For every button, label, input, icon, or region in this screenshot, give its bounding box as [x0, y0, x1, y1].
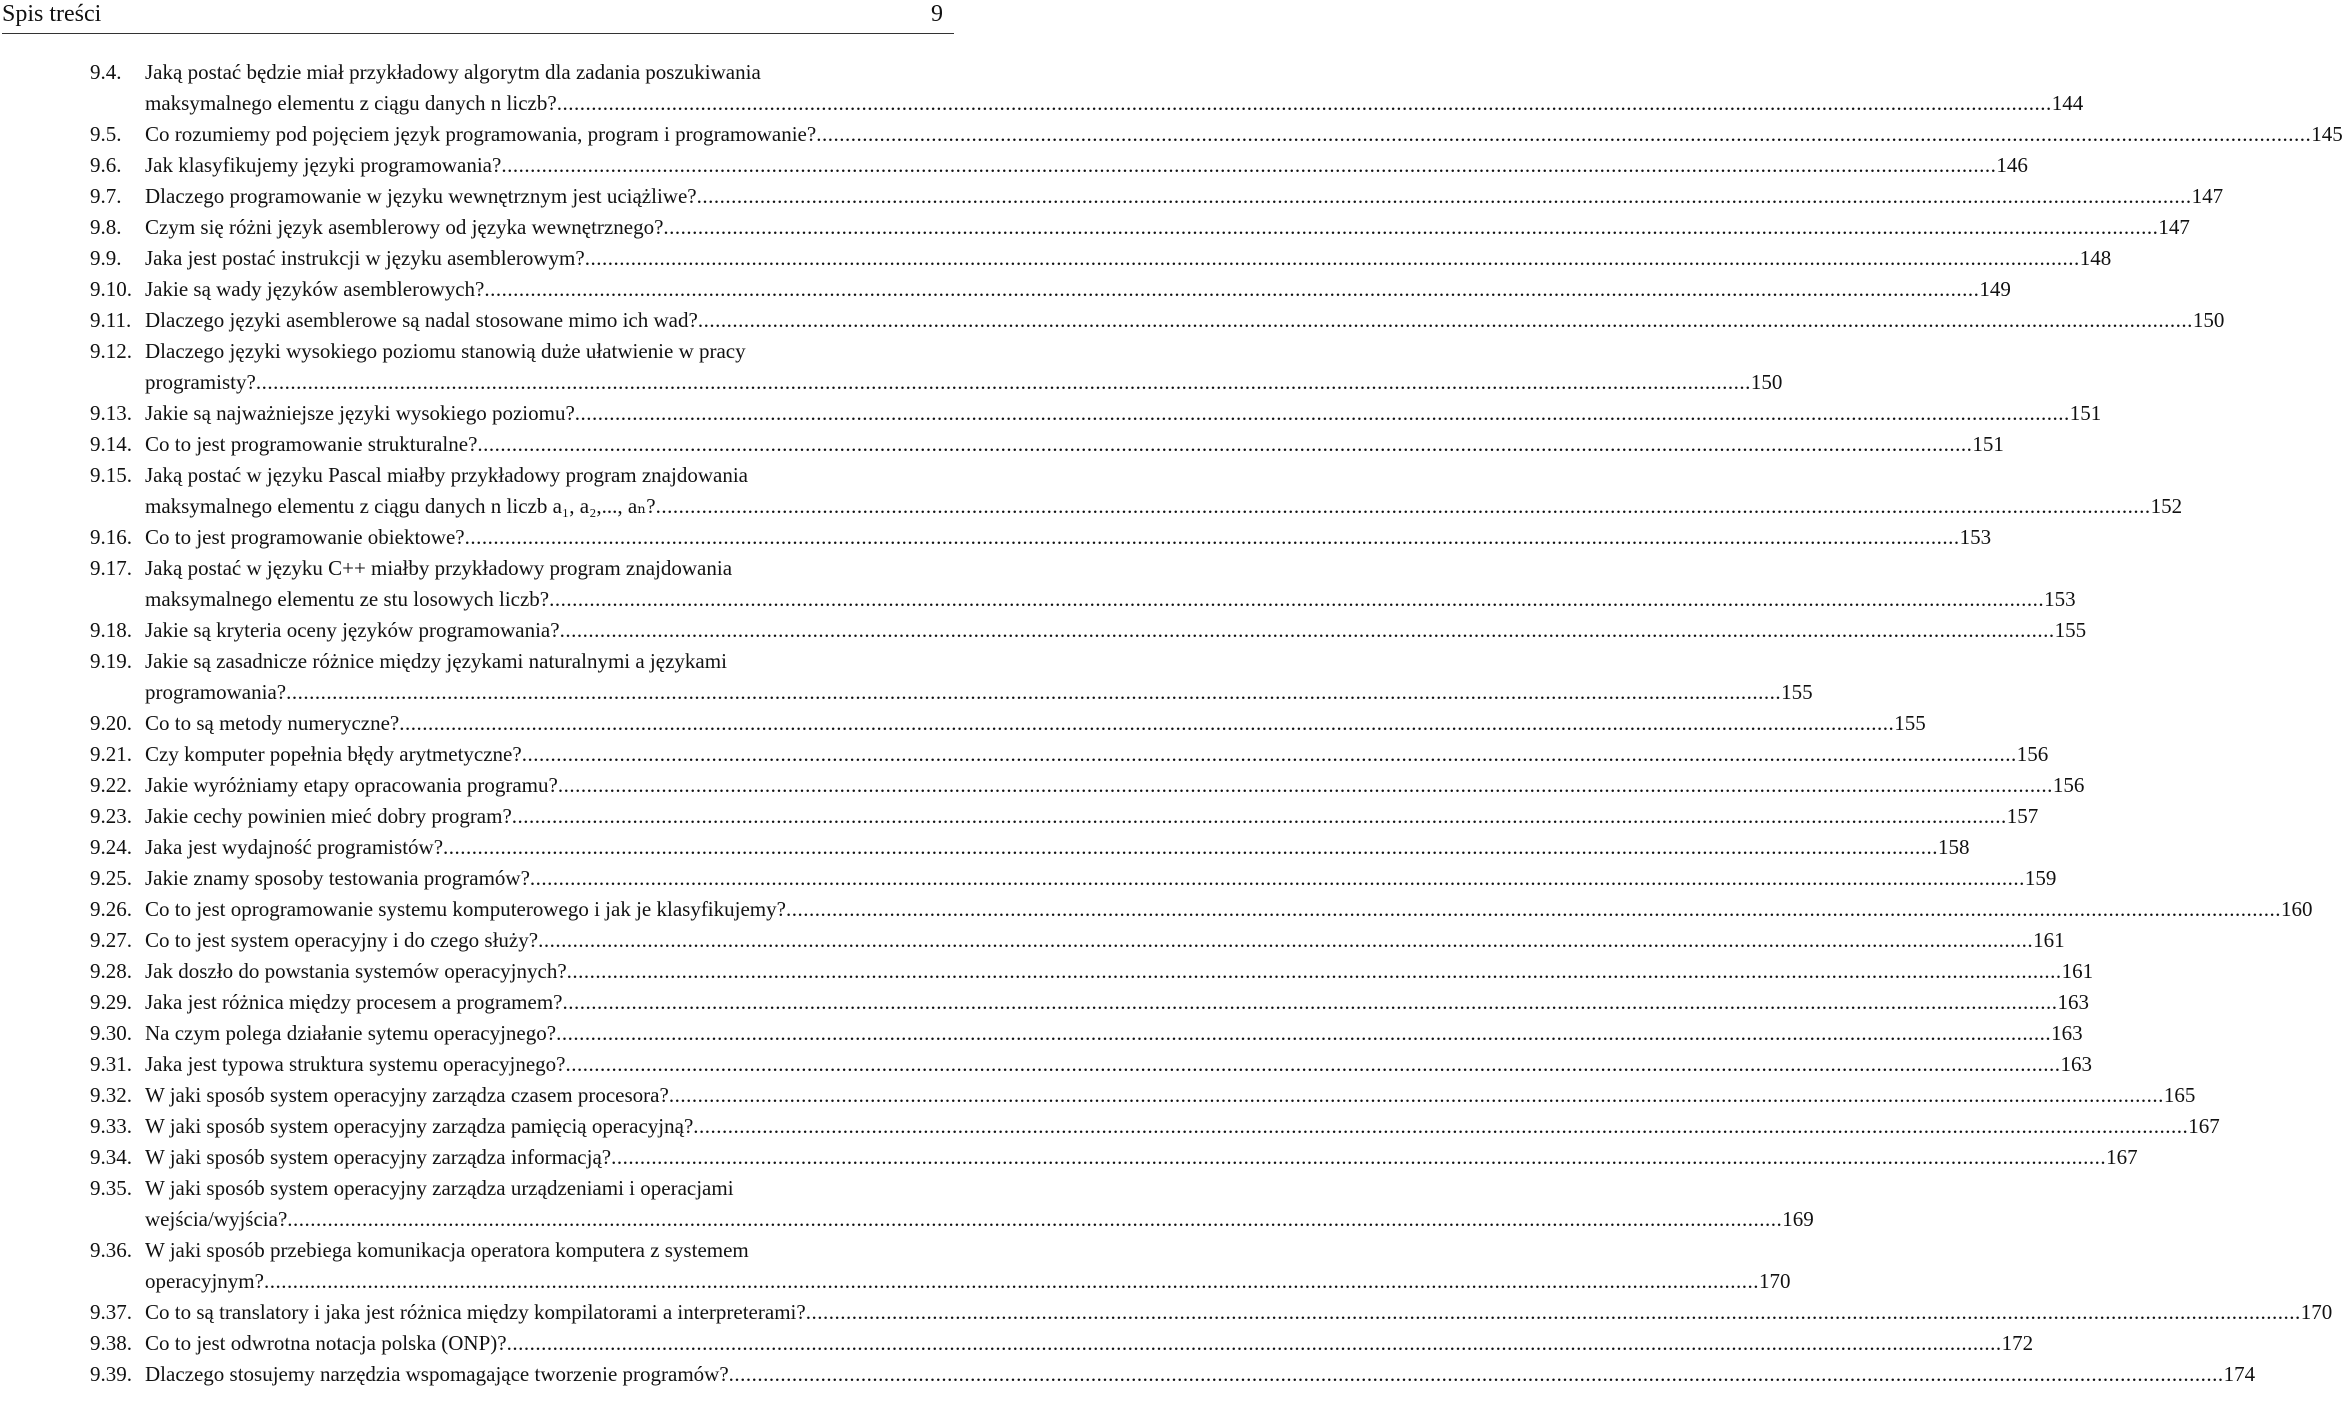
toc-entry-page[interactable]: 153: [1959, 525, 1992, 549]
toc-entry[interactable]: [90, 1173, 1814, 1235]
toc-entry-page[interactable]: 151: [2069, 401, 2102, 425]
toc-entry-title: maksymalnego elementu z ciągu danych n liczb?: [145, 91, 557, 115]
toc-entry-page[interactable]: 170: [1758, 1269, 1791, 1293]
toc-entry-number: 9.7.: [90, 184, 122, 208]
dot-leader: [565, 1049, 2060, 1080]
toc-entry-body: [145, 460, 2183, 522]
toc-entry-number: 9.39.: [90, 1362, 132, 1386]
toc-entry-number: 9.18.: [90, 618, 132, 642]
toc-entry-title: Jaka jest typowa struktura systemu operacyjnego?: [145, 1052, 566, 1076]
toc-entry[interactable]: [90, 336, 1783, 398]
toc-entry[interactable]: [90, 119, 2343, 150]
toc-entry[interactable]: [90, 739, 2049, 770]
dot-leader: [693, 1111, 2188, 1142]
toc-entry-line: [145, 925, 2065, 956]
toc-entry-title: Jaką postać w języku Pascal miałby przykładowy program znajdowania: [145, 463, 748, 487]
dot-leader: [287, 1204, 1782, 1235]
toc-entry-number: 9.28.: [90, 959, 132, 983]
toc-entry-number: 9.35.: [90, 1176, 132, 1200]
toc-entry-number: 9.34.: [90, 1145, 132, 1169]
toc-entry-body: [145, 305, 2225, 336]
toc-entry-page[interactable]: 155: [1781, 680, 1813, 704]
toc-entry[interactable]: [90, 646, 1813, 708]
toc-entry[interactable]: [90, 863, 2057, 894]
toc-entry-number: 9.21.: [90, 742, 132, 766]
toc-entry-title: Jaka jest wydajność programistów?: [145, 835, 444, 859]
toc-entry-body: [145, 987, 2089, 1018]
toc-entry-title: Co to jest system operacyjny i do czego służy?: [145, 928, 539, 952]
toc-entry-title: Dlaczego języki asemblerowe są nadal stosowane mimo ich wad?: [145, 308, 698, 332]
toc-entry-title: Jakie są zasadnicze różnice między językami naturalnymi a językami: [145, 649, 727, 673]
toc-entry-body: [145, 1328, 2034, 1359]
toc-entry-line: [145, 863, 2057, 894]
toc-entry-line: [145, 1359, 2256, 1390]
toc-entry-title: Jaką postać będzie miał przykładowy algorytm dla zadania poszukiwania: [145, 60, 761, 84]
toc-entry-line: [145, 584, 2076, 615]
toc-entry[interactable]: [90, 1235, 1791, 1297]
toc-entry-number: 9.6.: [90, 153, 122, 177]
toc-entry-page[interactable]: 172: [2001, 1331, 2034, 1355]
toc-entry-body: [145, 863, 2057, 894]
dot-leader: [786, 894, 2281, 925]
toc-entry-line: [145, 708, 1926, 739]
toc-entry-page[interactable]: 159: [2024, 866, 2057, 890]
toc-entry[interactable]: [90, 1018, 2083, 1049]
toc-entry-number: 9.12.: [90, 339, 132, 363]
toc-entry-title: Jakie cechy powinien mieć dobry program?: [145, 804, 512, 828]
toc-entry-number: 9.9.: [90, 246, 122, 270]
toc-entry-body: [145, 832, 1970, 863]
dot-leader: [465, 522, 1960, 553]
toc-entry-title: W jaki sposób system operacyjny zarządza pamięcią operacyjną?: [145, 1114, 694, 1138]
toc-entry-page[interactable]: 155: [2054, 618, 2087, 642]
dot-leader: [256, 367, 1751, 398]
toc-entry-body: [145, 57, 2084, 119]
toc-entry-body: [145, 243, 2112, 274]
dot-leader: [557, 88, 2052, 119]
running-header-title: Spis treści: [2, 1, 102, 27]
dot-leader: [556, 1018, 2051, 1049]
toc-entry-title: Jakie są wady języków asemblerowych?: [145, 277, 485, 301]
toc-entry-title: Jaka jest postać instrukcji w języku asemblerowym?: [145, 246, 585, 270]
toc-entry-body: [145, 646, 1813, 708]
toc-entry-line: [145, 1142, 2138, 1173]
toc-entry-title: Co to są translatory i jaka jest różnica między kompilatorami a interpreterami?: [145, 1300, 806, 1324]
dot-leader: [507, 1328, 2002, 1359]
toc-entry-page[interactable]: 156: [2016, 742, 2049, 766]
toc-entry-number: 9.27.: [90, 928, 132, 952]
toc-entry-title: Dlaczego programowanie w języku wewnętrznym jest uciążliwe?: [145, 184, 697, 208]
toc-entry-body: [145, 770, 2085, 801]
toc-entry[interactable]: [90, 1111, 2220, 1142]
dot-leader: [399, 708, 1894, 739]
toc-entry-number: 9.15.: [90, 463, 132, 487]
toc-entry[interactable]: [90, 57, 2084, 119]
toc-entry-page[interactable]: 150: [2192, 308, 2225, 332]
toc-entry-page[interactable]: 156: [2052, 773, 2085, 797]
toc-entry-page[interactable]: 149: [1979, 277, 2011, 301]
toc-entry-body: [145, 181, 2224, 212]
toc-entry-line: [145, 1328, 2034, 1359]
toc-entry[interactable]: [90, 274, 2011, 305]
dot-leader: [697, 181, 2192, 212]
toc-entry-page[interactable]: 147: [2158, 215, 2190, 239]
toc-entry-page[interactable]: 148: [2079, 246, 2112, 270]
toc-entry-line: [145, 832, 1970, 863]
toc-entry-line: [145, 119, 2343, 150]
dot-leader: [477, 429, 1972, 460]
toc-entry-line: [145, 336, 952, 367]
toc-entry-title: Czy komputer popełnia błędy arytmetyczne?: [145, 742, 522, 766]
dot-leader: [575, 398, 2070, 429]
toc-entry-number: 9.8.: [90, 215, 122, 239]
dot-leader: [286, 677, 1781, 708]
toc-entry-body: [145, 956, 2094, 987]
toc-entry[interactable]: [90, 1359, 2256, 1390]
toc-entry[interactable]: [90, 398, 2102, 429]
toc-entry-number: 9.29.: [90, 990, 132, 1014]
dot-leader: [549, 584, 2044, 615]
toc-entry-line: [145, 894, 2313, 925]
toc-entry-page[interactable]: 157: [2006, 804, 2039, 828]
toc-entry-number: 9.32.: [90, 1083, 132, 1107]
header-divider: [2, 33, 954, 34]
toc-entry-line: [145, 646, 952, 677]
toc-entry-line: [145, 987, 2089, 1018]
toc-entry[interactable]: [90, 832, 1970, 863]
toc-entry-number: 9.19.: [90, 649, 132, 673]
dot-leader: [558, 770, 2053, 801]
toc-entry-body: [145, 429, 2004, 460]
toc-entry-title: Jaka jest różnica między procesem a programem?: [145, 990, 563, 1014]
toc-entry-body: [145, 150, 2028, 181]
toc-entry-line: [145, 1297, 2333, 1328]
page-number: 9: [931, 1, 943, 27]
toc-entry-body: [145, 212, 2190, 243]
toc-entry-line: [145, 305, 2225, 336]
toc-entry-page[interactable]: 167: [2106, 1145, 2138, 1169]
toc-entry-title: W jaki sposób system operacyjny zarządza czasem procesora?: [145, 1083, 669, 1107]
toc-entry-line: [145, 770, 2085, 801]
toc-entry-body: [145, 274, 2011, 305]
toc-entry-body: [145, 708, 1926, 739]
toc-entry-number: 9.5.: [90, 122, 122, 146]
toc-entry-line: [145, 274, 2011, 305]
page-header: [0, 0, 960, 34]
toc-entry-body: [145, 1297, 2333, 1328]
toc-entry-line: [145, 181, 2224, 212]
toc-entry[interactable]: [90, 1049, 2092, 1080]
toc-entry-line: [145, 460, 952, 491]
toc-entry-line: [145, 1049, 2092, 1080]
toc-entry-line: [145, 553, 952, 584]
dot-leader: [698, 305, 2193, 336]
toc-entry-page[interactable]: 163: [2051, 1021, 2083, 1045]
toc-entry-page[interactable]: 161: [2061, 959, 2094, 983]
toc-entry-title: maksymalnego elementu ze stu losowych liczb?: [145, 587, 550, 611]
toc-entry-title: Co rozumiemy pod pojęciem język programowania, program i programowanie?: [145, 122, 817, 146]
dot-leader: [806, 1297, 2301, 1328]
toc-entry[interactable]: [90, 1142, 2138, 1173]
toc-entry[interactable]: [90, 770, 2085, 801]
dot-leader: [512, 801, 2007, 832]
toc-entry-body: [145, 801, 2039, 832]
toc-entry-line: [145, 491, 2183, 522]
toc-entry-body: [145, 925, 2065, 956]
toc-entry[interactable]: [90, 522, 1992, 553]
toc-entry-line: [145, 677, 1813, 708]
toc-entry-line: [145, 1111, 2220, 1142]
dot-leader: [562, 987, 2057, 1018]
toc-entry-body: [145, 1173, 1814, 1235]
toc-entry-body: [145, 739, 2049, 770]
toc-entry-number: 9.30.: [90, 1021, 132, 1045]
toc-entry-line: [145, 615, 2087, 646]
toc-entry-number: 9.11.: [90, 308, 132, 332]
dot-leader: [656, 491, 2151, 522]
toc-entry-body: [145, 1142, 2138, 1173]
toc-entry-title: Jak klasyfikujemy języki programowania?: [145, 153, 502, 177]
toc-entry[interactable]: [90, 429, 2004, 460]
dot-leader: [729, 1359, 2224, 1390]
toc-entry-title: Jakie znamy sposoby testowania programów?: [145, 866, 530, 890]
dot-leader: [567, 956, 2062, 987]
toc-entry-title: Jaką postać w języku C++ miałby przykładowy program znajdowania: [145, 556, 733, 580]
toc-entry-page[interactable]: 144: [2051, 91, 2084, 115]
toc-entry-line: [145, 212, 2190, 243]
dot-leader: [522, 739, 2017, 770]
toc-entry[interactable]: [90, 925, 2065, 956]
dot-leader: [264, 1266, 1759, 1297]
toc-entry-body: [145, 1080, 2196, 1111]
toc-entry-number: 9.23.: [90, 804, 132, 828]
toc-entry-title: Dlaczego języki wysokiego poziomu stanowią duże ułatwienie w pracy: [145, 339, 746, 363]
toc-entry[interactable]: [90, 150, 2028, 181]
dot-leader: [538, 925, 2033, 956]
toc-entry-page[interactable]: 174: [2223, 1362, 2256, 1386]
toc-entry-page[interactable]: 165: [2163, 1083, 2196, 1107]
toc-entry-title: programisty?: [145, 370, 256, 394]
toc-entry-page[interactable]: 163: [2060, 1052, 2092, 1076]
toc-entry-line: [145, 88, 2084, 119]
toc-entry-body: [145, 1049, 2092, 1080]
toc-entry-page[interactable]: 147: [2191, 184, 2224, 208]
toc-entry-title: Czym się różni język asemblerowy od języka wewnętrznego?: [145, 215, 664, 239]
toc-entry-line: [145, 1080, 2196, 1111]
toc-entry[interactable]: [90, 1080, 2196, 1111]
toc-entry-number: 9.4.: [90, 60, 122, 84]
toc-entry-line: [145, 1204, 1814, 1235]
toc-entry-body: [145, 398, 2102, 429]
toc-entry[interactable]: [90, 801, 2039, 832]
dot-leader: [443, 832, 1938, 863]
toc-entry-title: maksymalnego elementu z ciągu danych n liczb a₁, a₂,..., aₙ?: [145, 494, 656, 518]
toc-entry[interactable]: [90, 1297, 2333, 1328]
toc-entry-line: [145, 801, 2039, 832]
toc-entry-line: [145, 150, 2028, 181]
toc-entry-number: 9.38.: [90, 1331, 132, 1355]
toc-entry-body: [145, 1235, 1791, 1297]
toc-entry-title: Co to jest programowanie strukturalne?: [145, 432, 478, 456]
toc-entry[interactable]: [90, 243, 2112, 274]
toc-entry-line: [145, 522, 1992, 553]
toc-entry-title: Jakie są kryteria oceny języków programowania?: [145, 618, 560, 642]
toc-entry-body: [145, 553, 2076, 615]
dot-leader: [530, 863, 2025, 894]
toc-entry-line: [145, 1235, 952, 1266]
toc-entry-page[interactable]: 160: [2280, 897, 2313, 921]
toc-entry-title: Jak doszło do powstania systemów operacyjnych?: [145, 959, 567, 983]
toc-entry-title: Co to jest oprogramowanie systemu komputerowego i jak je klasyfikujemy?: [145, 897, 786, 921]
toc-entry-page[interactable]: 155: [1894, 711, 1926, 735]
toc-entry-title: W jaki sposób system operacyjny zarządza informacją?: [145, 1145, 612, 1169]
toc-entry[interactable]: [90, 460, 2183, 522]
toc-entry[interactable]: [90, 212, 2190, 243]
toc-entry-body: [145, 522, 1992, 553]
toc-entry[interactable]: [90, 987, 2089, 1018]
toc-entry-title: Jakie wyróżniamy etapy opracowania programu?: [145, 773, 558, 797]
toc-entry-line: [145, 398, 2102, 429]
toc-entry[interactable]: [90, 1328, 2034, 1359]
toc-entry-page[interactable]: 152: [2150, 494, 2183, 518]
toc-entry-number: 9.25.: [90, 866, 132, 890]
toc-entry-title: wejścia/wyjścia?: [145, 1207, 288, 1231]
toc-entry-title: W jaki sposób system operacyjny zarządza urządzeniami i operacjami: [145, 1176, 734, 1200]
toc-entry-title: W jaki sposób przebiega komunikacja operatora komputera z systemem: [145, 1238, 749, 1262]
toc-entry[interactable]: [90, 181, 2224, 212]
toc-entry-number: 9.24.: [90, 835, 132, 859]
toc-entry-page[interactable]: 146: [1996, 153, 2028, 177]
toc-entry-body: [145, 1111, 2220, 1142]
toc-entry-body: [145, 336, 1783, 398]
toc-entry-line: [145, 956, 2094, 987]
toc-entry-number: 9.33.: [90, 1114, 132, 1138]
toc-entry-number: 9.37.: [90, 1300, 132, 1324]
dot-leader: [484, 274, 1979, 305]
dot-leader: [611, 1142, 2106, 1173]
toc-entry-page[interactable]: 153: [2044, 587, 2076, 611]
toc-entry-number: 9.14.: [90, 432, 132, 456]
toc-entry-title: Co to jest odwrotna notacja polska (ONP)?: [145, 1331, 507, 1355]
toc-entry-number: 9.16.: [90, 525, 132, 549]
toc-entry-number: 9.31.: [90, 1052, 132, 1076]
toc-entry-number: 9.13.: [90, 401, 132, 425]
toc-entry-line: [145, 367, 1783, 398]
toc-entry[interactable]: [90, 553, 2076, 615]
toc-entry-title: Co to są metody numeryczne?: [145, 711, 400, 735]
toc-entry[interactable]: [90, 708, 1926, 739]
toc-entry-body: [145, 615, 2087, 646]
toc-entry-page[interactable]: 150: [1750, 370, 1783, 394]
toc-entry[interactable]: [90, 615, 2087, 646]
toc-entry-title: Dlaczego stosujemy narzędzia wspomagające tworzenie programów?: [145, 1362, 729, 1386]
toc-entry-page[interactable]: 158: [1938, 835, 1970, 859]
toc-entry-page[interactable]: 161: [2033, 928, 2065, 952]
toc-entry-body: [145, 1018, 2083, 1049]
toc-entry-line: [145, 1173, 952, 1204]
dot-leader: [560, 615, 2055, 646]
toc-entry-line: [145, 1266, 1791, 1297]
toc-entry-page[interactable]: 151: [1972, 432, 2004, 456]
toc-entry-title: Jakie są najważniejsze języki wysokiego poziomu?: [145, 401, 575, 425]
toc-entry[interactable]: [90, 956, 2094, 987]
toc-entry-number: 9.17.: [90, 556, 132, 580]
dot-leader: [816, 119, 2311, 150]
table-of-contents: [0, 57, 2343, 1390]
toc-entry-line: [145, 1018, 2083, 1049]
toc-entry-body: [145, 894, 2313, 925]
dot-leader: [663, 212, 2158, 243]
toc-entry[interactable]: [90, 894, 2313, 925]
toc-entry-number: 9.10.: [90, 277, 132, 301]
toc-entry-number: 9.20.: [90, 711, 132, 735]
toc-entry-number: 9.22.: [90, 773, 132, 797]
toc-entry-line: [145, 243, 2112, 274]
toc-entry-page[interactable]: 163: [2057, 990, 2089, 1014]
toc-entry-number: 9.36.: [90, 1238, 132, 1262]
toc-entry-page[interactable]: 145: [2311, 122, 2343, 146]
toc-entry-page[interactable]: 170: [2300, 1300, 2333, 1324]
toc-entry-body: [145, 119, 2343, 150]
toc-entry-body: [145, 1359, 2256, 1390]
toc-entry-page[interactable]: 169: [1782, 1207, 1814, 1231]
toc-entry-page[interactable]: 167: [2188, 1114, 2220, 1138]
toc-entry-line: [145, 57, 952, 88]
toc-entry[interactable]: [90, 305, 2225, 336]
toc-entry-title: programowania?: [145, 680, 287, 704]
toc-entry-title: Na czym polega działanie sytemu operacyjnego?: [145, 1021, 557, 1045]
dot-leader: [501, 150, 1996, 181]
toc-entry-line: [145, 429, 2004, 460]
toc-entry-title: Co to jest programowanie obiektowe?: [145, 525, 465, 549]
dot-leader: [585, 243, 2080, 274]
toc-entry-title: operacyjnym?: [145, 1269, 264, 1293]
toc-entry-line: [145, 739, 2049, 770]
toc-entry-number: 9.26.: [90, 897, 132, 921]
dot-leader: [669, 1080, 2164, 1111]
